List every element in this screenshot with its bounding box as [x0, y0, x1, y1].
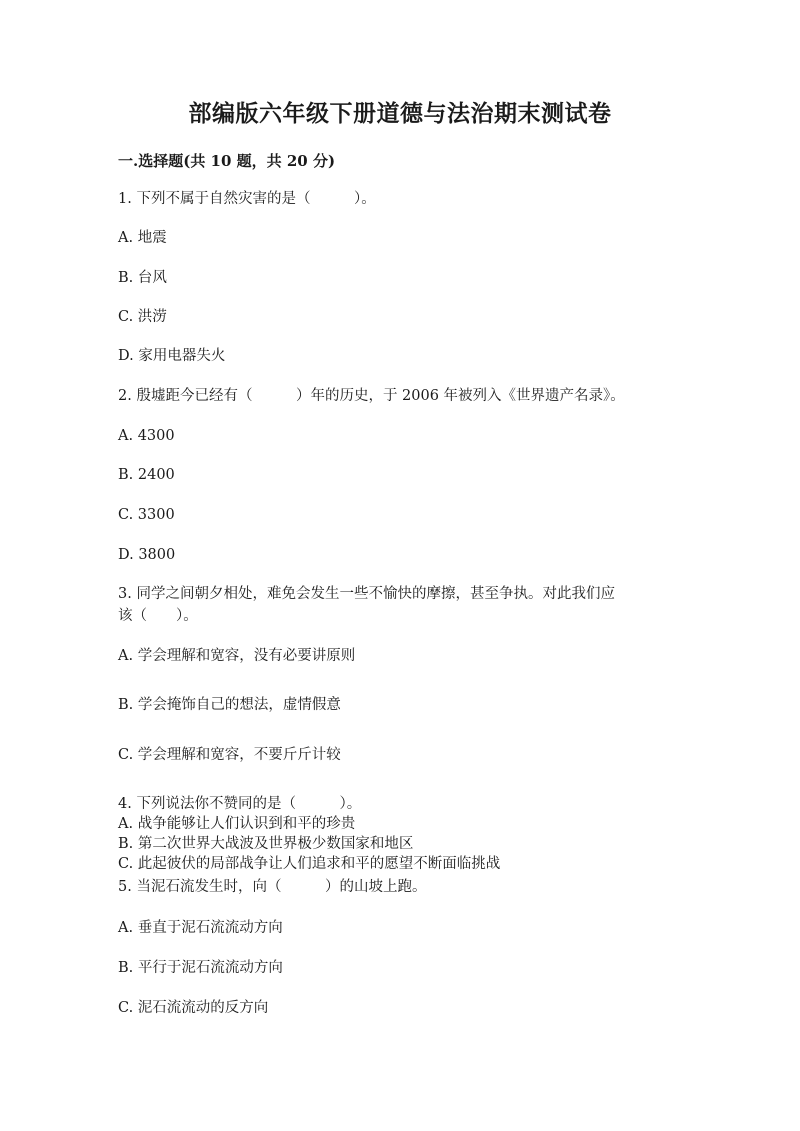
- question-4-option-b: B. 第二次世界大战波及世界极少数国家和地区: [118, 836, 414, 852]
- section-heading: 一.选择题(共 10 题，共 20 分): [118, 152, 336, 170]
- question-2-option-b: B. 2400: [118, 467, 175, 483]
- question-4-option-a: A. 战争能够让人们认识到和平的珍贵: [118, 816, 356, 832]
- question-1-option-a: A. 地震: [118, 230, 167, 246]
- question-4-option-c: C. 此起彼伏的局部战争让人们追求和平的愿望不断面临挑战: [118, 856, 501, 872]
- question-5-option-a: A. 垂直于泥石流流动方向: [118, 920, 283, 936]
- question-2-option-c: C. 3300: [118, 507, 175, 523]
- question-1-stem: 1. 下列不属于自然灾害的是（ ）。: [118, 191, 376, 207]
- question-3-stem-line-1: 3. 同学之间朝夕相处，难免会发生一些不愉快的摩擦，甚至争执。对此我们应: [118, 586, 615, 602]
- question-2-option-d: D. 3800: [118, 547, 176, 563]
- question-3-option-c: C. 学会理解和宽容，不要斤斤计较: [118, 747, 341, 763]
- question-3-option-a: A. 学会理解和宽容，没有必要讲原则: [118, 648, 356, 664]
- document-title: 部编版六年级下册道德与法治期末测试卷: [188, 100, 612, 127]
- question-1-option-c: C. 洪涝: [118, 309, 167, 325]
- question-1-option-d: D. 家用电器失火: [118, 348, 226, 364]
- question-2-stem: 2. 殷墟距今已经有（ ）年的历史，于 2006 年被列入《世界遗产名录》。: [118, 388, 625, 404]
- question-4-stem: 4. 下列说法你不赞同的是（ ）。: [118, 796, 362, 812]
- question-3-stem-line-2: 该（ ）。: [118, 608, 198, 624]
- question-5-option-c: C. 泥石流流动的反方向: [118, 1000, 269, 1016]
- question-5-option-b: B. 平行于泥石流流动方向: [118, 960, 283, 976]
- question-5-stem: 5. 当泥石流发生时，向（ ）的山坡上跑。: [118, 879, 427, 895]
- question-1-option-b: B. 台风: [118, 270, 167, 286]
- question-3-option-b: B. 学会掩饰自己的想法，虚情假意: [118, 697, 341, 713]
- question-2-option-a: A. 4300: [118, 428, 175, 444]
